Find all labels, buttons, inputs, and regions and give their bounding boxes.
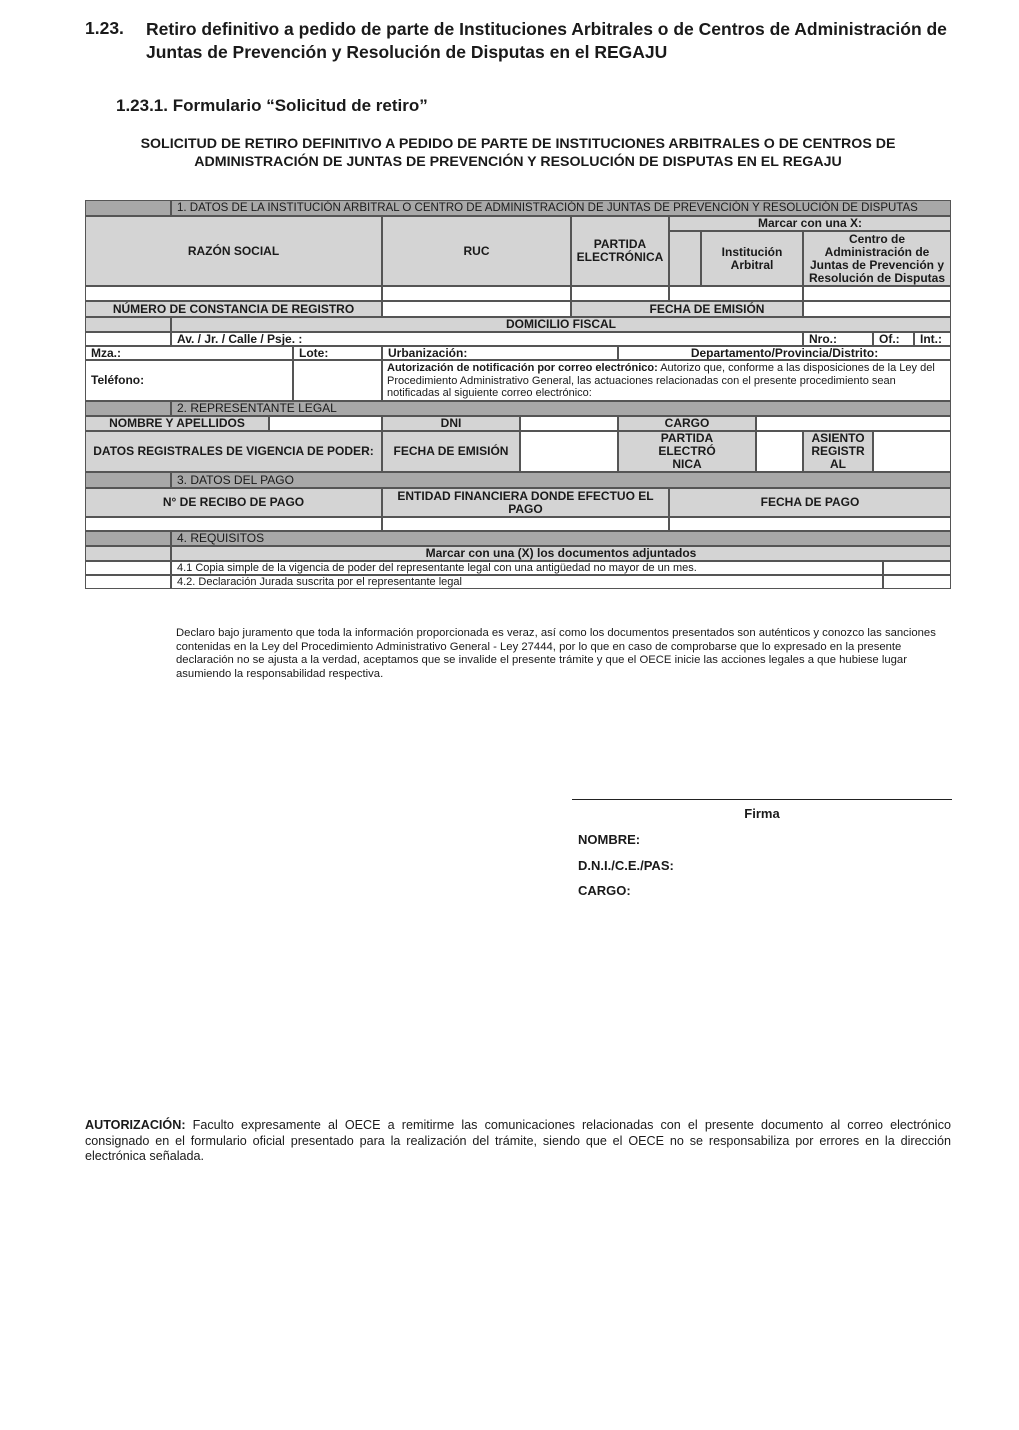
entidad-financiera-field[interactable] bbox=[382, 517, 669, 531]
form-title: SOLICITUD DE RETIRO DEFINITIVO A PEDIDO DE PARTE DE INSTITUCIONES ARBITRALES O DE CENTROS DE ADMINISTRACIÓN DE JUNTAS DE PREVENCIÓN Y RESOLUCIÓN DE DISPUTAS EN EL REGAJU bbox=[140, 136, 896, 170]
telefono-label: Teléfono: bbox=[85, 360, 293, 401]
institucion-mark-field[interactable] bbox=[669, 286, 803, 301]
fecha-pago-field[interactable] bbox=[669, 517, 951, 531]
section3-title: 3. DATOS DEL PAGO bbox=[171, 472, 951, 488]
fecha-emision-field[interactable] bbox=[803, 301, 951, 317]
section-number: 1.23. bbox=[85, 18, 124, 38]
requisito-1-blank bbox=[85, 561, 171, 575]
razon-social-header: RAZÓN SOCIAL bbox=[85, 216, 382, 286]
autorizacion-body: Faculto expresamente al OECE a remitirme las comunicaciones relacionadas con el presente documento al correo electrónico consignado en el formulario oficial presentado para la realización del trámite, siendo que el OECE no se responsabiliza por errores en la dirección electrónica señalada. bbox=[85, 1118, 951, 1163]
requisito-2-blank bbox=[85, 575, 171, 589]
centro-mark-field[interactable] bbox=[803, 286, 951, 301]
avenida-field[interactable]: Av. / Jr. / Calle / Psje. : bbox=[171, 332, 803, 346]
ruc-field[interactable] bbox=[382, 286, 571, 301]
partida-field[interactable] bbox=[571, 286, 669, 301]
requisito-2-checkbox[interactable] bbox=[883, 575, 951, 589]
autorizacion-notificacion[interactable] bbox=[382, 360, 951, 401]
centro-administracion-label: Centro de Administración de Juntas de Prevención y Resolución de Disputas bbox=[803, 231, 951, 286]
ruc-header: RUC bbox=[382, 216, 571, 286]
declaracion-jurada: Declaro bajo juramento que toda la información proporcionada es veraz, así como los documentos presentados son auténticos y conozco las sanciones contenidas en la Ley del Procedimiento Administrativo General - Ley 27444, por lo que en caso de comprobarse que lo expresado en la presente declaración no se ajusta a la verdad, aceptamos que se invalide el presente trámite y que el OECE inicie las acciones legales a que hubiese lugar asumiendo la responsabilidad respectiva. bbox=[176, 627, 936, 680]
institucion-checkbox[interactable] bbox=[669, 231, 701, 286]
recibo-pago-label: N° DE RECIBO DE PAGO bbox=[85, 488, 382, 517]
asiento-registral-field[interactable] bbox=[873, 431, 951, 472]
nombre-apellidos-label: NOMBRE Y APELLIDOS bbox=[85, 416, 269, 431]
partida-header: PARTIDA ELECTRÓNICA bbox=[571, 216, 669, 286]
subsection-title: 1.23.1. Formulario “Solicitud de retiro” bbox=[116, 96, 428, 115]
dni-label: DNI bbox=[382, 416, 520, 431]
asiento-registral-label: ASIENTO REGISTR AL bbox=[803, 431, 873, 472]
address-blank bbox=[85, 332, 171, 346]
datos-registrales-label: DATOS REGISTRALES DE VIGENCIA DE PODER: bbox=[85, 431, 382, 472]
entidad-financiera-label: ENTIDAD FINANCIERA DONDE EFECTUO EL PAGO bbox=[382, 488, 669, 517]
domicilio-marker bbox=[85, 317, 171, 332]
cargo-label: CARGO bbox=[618, 416, 756, 431]
of-field[interactable]: Of.: bbox=[873, 332, 914, 346]
domicilio-fiscal-header: DOMICILIO FISCAL bbox=[171, 317, 951, 332]
partida-poder-field[interactable] bbox=[756, 431, 803, 472]
signature-line bbox=[572, 799, 952, 800]
requisito-2-text: 4.2. Declaración Jurada suscrita por el representante legal bbox=[171, 575, 883, 589]
fecha-emision-poder-field[interactable] bbox=[520, 431, 618, 472]
nombre-apellidos-field[interactable] bbox=[269, 416, 382, 431]
section2-marker bbox=[85, 401, 171, 416]
lote-field[interactable]: Lote: bbox=[293, 346, 382, 360]
form-table bbox=[85, 200, 951, 590]
numero-constancia-label: NÚMERO DE CONSTANCIA DE REGISTRO bbox=[85, 301, 382, 317]
section-title: Retiro definitivo a pedido de parte de Instituciones Arbitrales o de Centros de Administración de Juntas de Prevención y Resolución de Disputas en el REGAJU bbox=[146, 19, 947, 62]
fecha-pago-label: FECHA DE PAGO bbox=[669, 488, 951, 517]
section2-title: 2. REPRESENTANTE LEGAL bbox=[171, 401, 951, 416]
marcar-documentos-header: Marcar con una (X) los documentos adjuntados bbox=[171, 546, 951, 561]
cargo-field[interactable] bbox=[756, 416, 951, 431]
nombre-label: NOMBRE: bbox=[578, 832, 641, 847]
mza-field[interactable]: Mza.: bbox=[85, 346, 293, 360]
nro-field[interactable]: Nro.: bbox=[803, 332, 873, 346]
dni-pas-label: D.N.I./C.E./PAS: bbox=[578, 858, 674, 873]
section4-marker bbox=[85, 531, 171, 546]
razon-social-field[interactable] bbox=[85, 286, 382, 301]
numero-constancia-field[interactable] bbox=[382, 301, 571, 317]
dni-field[interactable] bbox=[520, 416, 618, 431]
autorizacion-text: Autorizo que, conforme a las disposiciones de la Ley del Procedimiento Administrativo General, las actuaciones relacionadas con el presente procedimiento sean notificadas al siguiente correo electrónico: bbox=[387, 362, 935, 399]
int-field[interactable]: Int.: bbox=[914, 332, 951, 346]
requisito-1-checkbox[interactable] bbox=[883, 561, 951, 575]
fecha-emision-label: FECHA DE EMISIÓN bbox=[571, 301, 803, 317]
telefono-field[interactable] bbox=[293, 360, 382, 401]
marcar-x-header: Marcar con una X: bbox=[669, 216, 951, 231]
section1-title: 1. DATOS DE LA INSTITUCIÓN ARBITRAL O CENTRO DE ADMINISTRACIÓN DE JUNTAS DE PREVENCIÓN Y RESOLUCIÓN DE DISPUTAS bbox=[171, 200, 951, 216]
autorizacion-title: AUTORIZACIÓN: bbox=[85, 1118, 186, 1132]
recibo-pago-field[interactable] bbox=[85, 517, 382, 531]
cargo-signature-label: CARGO: bbox=[578, 883, 631, 898]
firma-label: Firma bbox=[744, 806, 780, 821]
section4-title: 4. REQUISITOS bbox=[171, 531, 951, 546]
institucion-arbitral-label: Institución Arbitral bbox=[701, 231, 803, 286]
section3-marker bbox=[85, 472, 171, 488]
requisitos-marker bbox=[85, 546, 171, 561]
partida-poder-label: PARTIDA ELECTRÓ NICA bbox=[618, 431, 756, 472]
autorizacion-paragraph bbox=[85, 1118, 951, 1165]
fecha-emision-poder-label: FECHA DE EMISIÓN bbox=[382, 431, 520, 472]
departamento-field[interactable]: Departamento/Provincia/Distrito: bbox=[618, 346, 951, 360]
autorizacion-label: Autorización de notificación por correo electrónico: bbox=[387, 362, 658, 374]
urbanizacion-field[interactable]: Urbanización: bbox=[382, 346, 618, 360]
requisito-1-text: 4.1 Copia simple de la vigencia de poder del representante legal con una antigüedad no mayor de un mes. bbox=[171, 561, 883, 575]
section1-marker bbox=[85, 200, 171, 216]
